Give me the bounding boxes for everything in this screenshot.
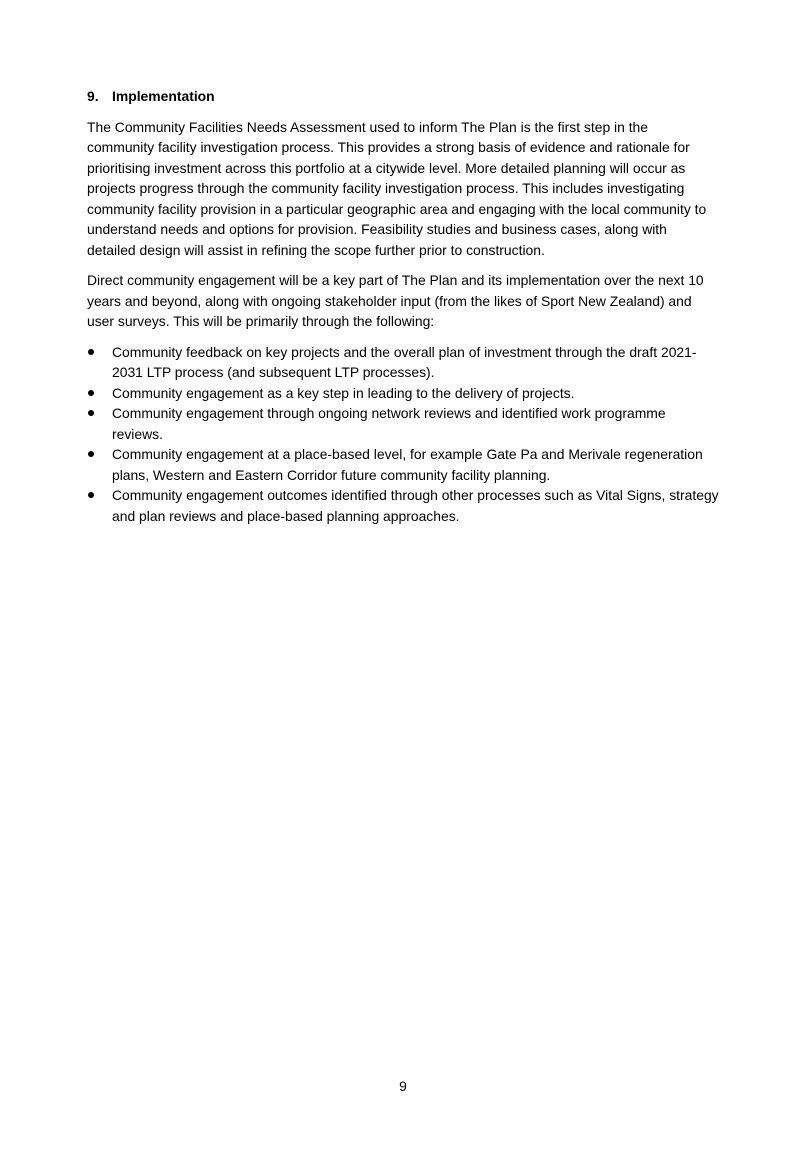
section-number: 9. bbox=[87, 88, 99, 104]
list-item-text: Community engagement at a place-based level, for example Gate Pa and Merivale regeneration plans, Western and Eastern Corridor future community facility planning. bbox=[112, 446, 703, 483]
section-title: Implementation bbox=[112, 88, 215, 104]
page-number: 9 bbox=[399, 1078, 407, 1094]
bullet-icon bbox=[88, 349, 94, 355]
list-item bbox=[87, 444, 719, 485]
section-heading bbox=[87, 86, 719, 107]
bullet-icon bbox=[88, 390, 94, 396]
list-item bbox=[87, 342, 719, 383]
bullet-icon bbox=[88, 410, 94, 416]
list-item bbox=[87, 403, 719, 444]
bullet-list bbox=[87, 342, 719, 527]
list-item bbox=[87, 485, 719, 526]
list-item-text: Community engagement through ongoing network reviews and identified work programme reviews. bbox=[112, 405, 666, 442]
list-item bbox=[87, 383, 719, 404]
page-content bbox=[87, 86, 719, 526]
bullet-icon bbox=[88, 492, 94, 498]
paragraph-engagement: Direct community engagement will be a key part of The Plan and its implementation over the next 10 years and beyond, along with ongoing stakeholder input (from the likes of Sport New Zealand) and user surveys. This will be primarily through the following: bbox=[87, 272, 704, 329]
list-item-text: Community engagement as a key step in leading to the delivery of projects. bbox=[112, 384, 575, 401]
list-item-text: Community feedback on key projects and the overall plan of investment through the draft 2021-2031 LTP process (and subsequent LTP processes). bbox=[112, 343, 697, 380]
paragraph-intro: The Community Facilities Needs Assessment used to inform The Plan is the first step in the community facility investigation process. This provides a strong basis of evidence and rationale for prioritising investment across this portfolio at a citywide level. More detailed planning will occur as projects progress through the community facility investigation process. This includes investigating community facility provision in a particular geographic area and engaging with the local community to understand needs and options for provision. Feasibility studies and business cases, along with detailed design will assist in refining the scope further prior to construction. bbox=[87, 118, 707, 258]
bullet-icon bbox=[88, 451, 94, 457]
list-item-text: Community engagement outcomes identified through other processes such as Vital Signs, strategy and plan reviews and place-based planning approaches. bbox=[112, 487, 719, 524]
